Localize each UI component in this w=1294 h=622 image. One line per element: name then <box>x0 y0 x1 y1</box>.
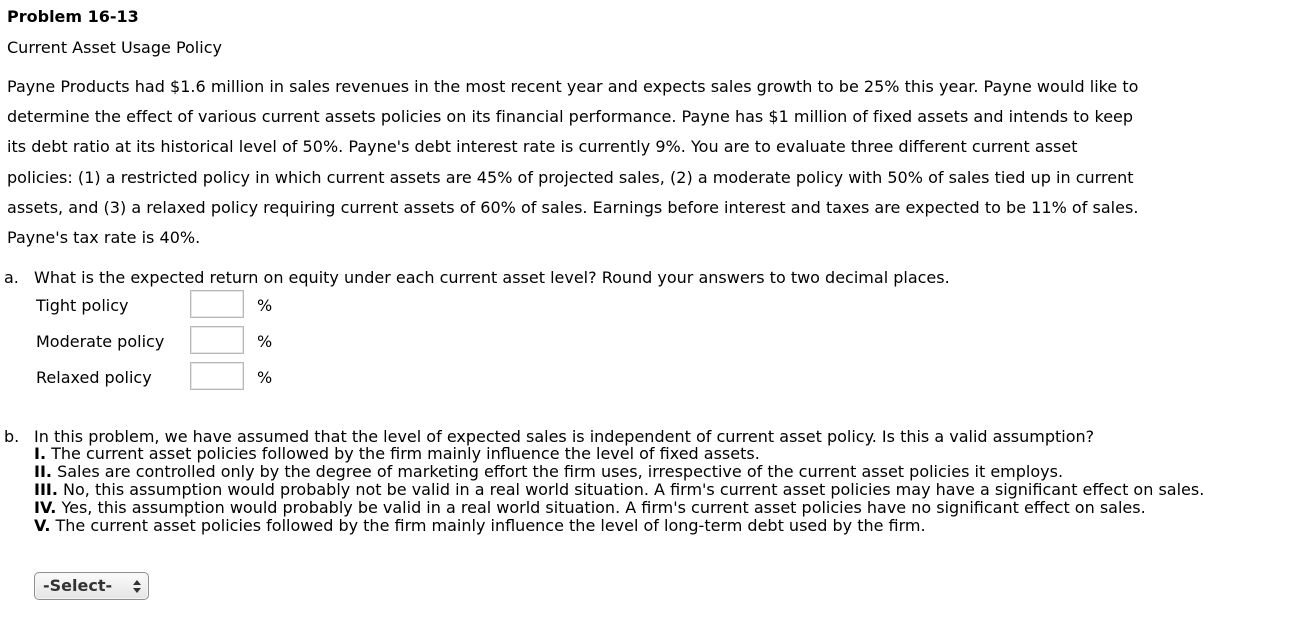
option-item <box>34 481 1292 499</box>
option-item <box>34 517 1292 535</box>
description-line: policies: (1) a restricted policy in which current assets are 45% of projected sales, (2) a moderate policy with 50% of sales tied up in current <box>7 167 1134 187</box>
description-line: Payne's tax rate is 40%. <box>7 228 201 248</box>
relaxed-policy-row <box>36 362 296 394</box>
option-number: II. <box>34 462 52 481</box>
problem-description <box>7 72 1292 253</box>
problem-title: Problem 16-13 <box>7 7 139 26</box>
part-b-options <box>34 445 1292 535</box>
option-item <box>34 445 1292 463</box>
option-number: IV. <box>34 498 57 517</box>
option-text: The current asset policies followed by the firm mainly influence the level of long-term debt used by the firm. <box>50 516 926 535</box>
option-number: V. <box>34 516 51 535</box>
select-arrows-icon <box>132 577 142 595</box>
description-line: assets, and (3) a relaxed policy requiring current assets of 60% of sales. Earnings before interest and taxes are expected to be 11% of sales. <box>7 197 1139 217</box>
relaxed-policy-label: Relaxed policy <box>36 368 152 387</box>
option-item <box>34 463 1292 481</box>
option-text: Yes, this assumption would probably be valid in a real world situation. A firm's current asset policies have no significant effect on sales. <box>56 498 1146 517</box>
option-number: III. <box>34 480 58 499</box>
percent-unit: % <box>257 368 273 387</box>
moderate-policy-label: Moderate policy <box>36 332 165 351</box>
percent-unit: % <box>257 296 273 315</box>
part-b-label: b. <box>4 427 20 446</box>
description-line: Payne Products had $1.6 million in sales revenues in the most recent year and expects sales growth to be 25% this year. Payne would like to <box>7 77 1139 96</box>
option-text: No, this assumption would probably not be valid in a real world situation. A firm's current asset policies may have a significant effect on sales. <box>57 480 1205 499</box>
select-value: -Select- <box>43 576 113 595</box>
tight-policy-label: Tight policy <box>36 296 129 315</box>
option-text: Sales are controlled only by the degree of marketing effort the firm uses, irrespective of the current asset policies it employs. <box>51 462 1064 481</box>
option-text: The current asset policies followed by the firm mainly influence the level of fixed assets. <box>46 444 760 463</box>
tight-policy-row <box>36 290 296 322</box>
description-line: determine the effect of various current assets policies on its financial performance. Payne has $1 million of fixed assets and intends to keep <box>7 107 1134 127</box>
answer-select[interactable] <box>34 572 149 600</box>
problem-subtitle: Current Asset Usage Policy <box>7 38 222 57</box>
description-line: its debt ratio at its historical level of 50%. Payne's debt interest rate is currently 9%. You are to evaluate three different current asset <box>7 137 1078 157</box>
part-b-question: In this problem, we have assumed that the level of expected sales is independent of current asset policy. Is this a valid assumption? <box>34 427 1095 446</box>
tight-policy-input[interactable] <box>190 290 244 318</box>
part-a-question: What is the expected return on equity under each current asset level? Round your answers to two decimal places. <box>34 268 950 287</box>
option-item <box>34 499 1292 517</box>
percent-unit: % <box>257 332 273 351</box>
option-number: I. <box>34 444 47 463</box>
relaxed-policy-input[interactable] <box>190 362 244 390</box>
part-a-label: a. <box>4 268 19 287</box>
moderate-policy-row <box>36 326 296 358</box>
moderate-policy-input[interactable] <box>190 326 244 354</box>
